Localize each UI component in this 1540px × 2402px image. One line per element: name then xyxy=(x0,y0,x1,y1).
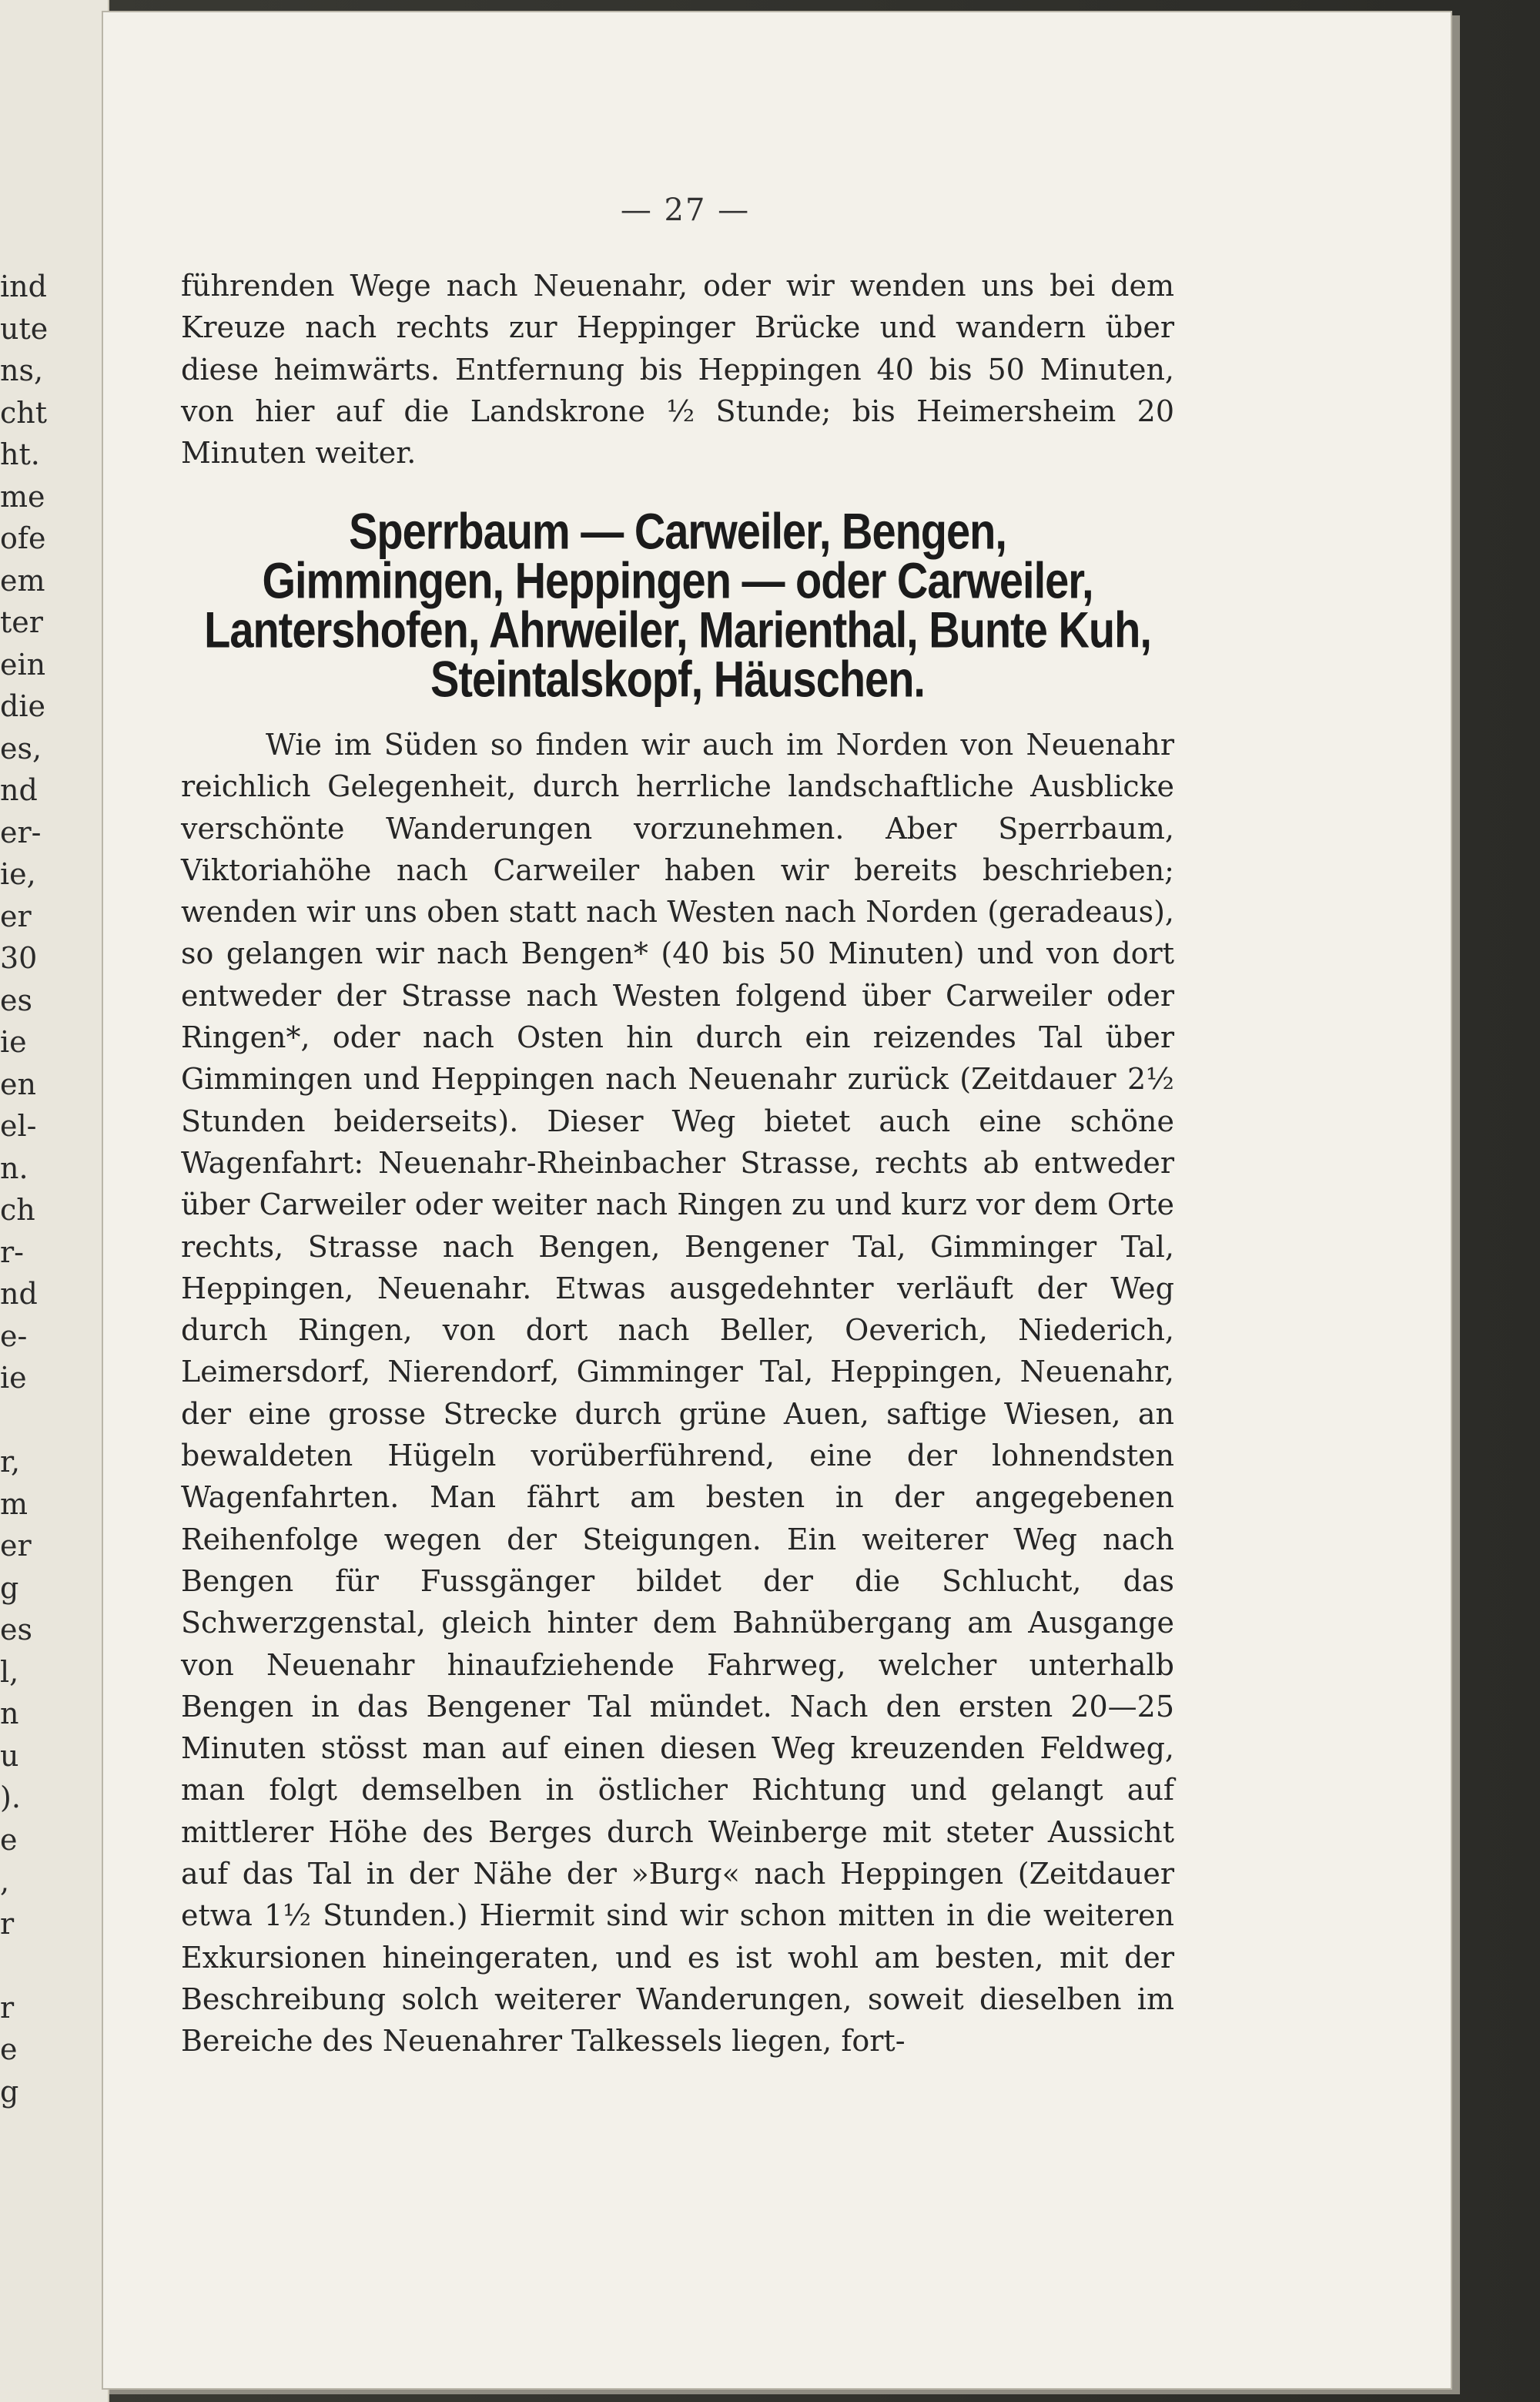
facing-page-fragment: n xyxy=(0,1697,19,1730)
facing-page-fragment: r xyxy=(0,1990,15,2025)
facing-page-fragment: ind xyxy=(0,270,47,303)
facing-page-fragment: el- xyxy=(0,1109,37,1143)
facing-page-fragment: l, xyxy=(0,1654,19,1689)
facing-page-fragment: r, xyxy=(0,1445,21,1479)
facing-page-fragment: ofe xyxy=(0,521,46,555)
intro-paragraph: führenden Wege nach Neuenahr, oder wir wenden uns bei dem Kreuze nach rechts zur Heppinger Brücke und wandern über diese heimwärts. Entfernung bis Heppingen 40 bis 50 Minuten, von hier auf die Landskrone ½ Stunde; bis Heimersheim 20 Minuten weiter. xyxy=(181,269,1174,471)
facing-page-fragment: en xyxy=(0,1067,36,1101)
facing-page-fragment: er- xyxy=(0,815,42,849)
heading-line-3: Lantershofen, Ahrweiler, Marienthal, Bunte Kuh, xyxy=(204,601,1151,658)
facing-page-fragment: m xyxy=(0,1486,28,1521)
facing-page-fragment: 30 xyxy=(0,941,38,975)
facing-page-fragment: es xyxy=(0,1613,32,1647)
facing-page-fragment: e xyxy=(0,2032,18,2066)
facing-page-fragment: n. xyxy=(0,1151,28,1185)
body-paragraph: Wie im Süden so finden wir auch im Norden von Neuenahr reichlich Gelegenheit, durch herrliche landschaftliche Ausblicke verschönte Wanderungen vorzunehmen. Aber Sperrbaum, Viktoriahöhe nach Carweiler haben wir bereits beschrieben; wenden wir uns oben statt nach Westen nach Norden (geradeaus), so gelangen wir nach Bengen* (40 bis 50 Minuten) und von dort entweder der Strasse nach Westen folgend über Carweiler oder Ringen*, oder nach Osten hin durch ein reizendes Tal über Gimmingen und Heppingen nach Neuenahr zurück (Zeitdauer 2½ Stunden beiderseits). Dieser Weg bietet auch eine schöne Wagenfahrt: Neuenahr-Rheinbacher Strasse, rechts ab entweder über Carweiler oder weiter nach Ringen zu und kurz vor dem Orte rechts, Strasse nach Bengen, Bengener Tal, Gimminger Tal, Heppingen, Neuenahr. Etwas ausgedehnter verläuft der Weg durch Ringen, von dort nach Beller, Oeverich, Niederich, Leimersdorf, Nierendorf, Gimminger Tal, Heppingen, Neuenahr, der eine grosse Strecke durch grüne Auen, saftige Wiesen, an bewaldeten Hügeln vorüberführend, eine der lohnendsten Wagenfahrten. Man fährt am besten in der angegebenen Reihenfolge wegen der Steigungen. Ein weiterer Weg nach Bengen für Fussgänger bildet der die Schlucht, das Schwerzgenstal, gleich hinter dem Bahnübergang am Ausgange von Neuenahr hinaufziehende Fahrweg, welcher unterhalb Bengen in das Bengener Tal mündet. Nach den ersten 20—25 Minuten stösst man auf einen diesen Weg kreuzenden Feldweg, man folgt demselben in östlicher Richtung und gelangt auf mittlerer Höhe des Berges durch Weinberge mit steter Aussicht auf das Tal in der Nähe der »Burg« nach Heppingen (Zeitdauer etwa 1½ Stunden.) Hiermit sind wir schon mitten in die weiteren Exkursionen hineingeraten, und es ist wohl am besten, mit der Beschreibung solch weiterer Wanderungen, soweit dieselben im Bereiche des Neuenahrer Talkessels liegen, fort- xyxy=(181,728,1174,2059)
facing-page-fragment: nd xyxy=(0,773,38,807)
facing-page-fragment: u xyxy=(0,1738,19,1773)
facing-page-fragment: ie xyxy=(0,1361,27,1395)
section-heading xyxy=(181,502,1174,708)
facing-page-fragment: ter xyxy=(0,605,43,639)
body-paragraph-block xyxy=(181,724,1174,2062)
facing-page-fragment: em xyxy=(0,563,45,598)
facing-page-fragment: nd xyxy=(0,1277,38,1311)
facing-page-edge xyxy=(0,0,109,2402)
facing-page-fragment: , xyxy=(0,1864,10,1898)
facing-page-fragment: g xyxy=(0,1570,19,1605)
facing-page-fragment: ). xyxy=(0,1781,21,1814)
facing-page-fragment: ie, xyxy=(0,857,36,891)
facing-page-fragment: cht xyxy=(0,395,48,430)
facing-page-fragment: die xyxy=(0,689,45,723)
facing-page-fragment: ch xyxy=(0,1193,35,1227)
facing-page-fragment: es xyxy=(0,983,32,1017)
facing-page-fragment: es, xyxy=(0,731,42,765)
facing-page-fragment: e xyxy=(0,1822,18,1857)
facing-page-fragment: r xyxy=(0,1906,15,1941)
facing-page-fragment: g xyxy=(0,2074,19,2109)
facing-page-fragment: ein xyxy=(0,647,46,682)
facing-page-fragment: er xyxy=(0,1529,32,1563)
facing-page-fragment: r- xyxy=(0,1235,25,1269)
intro-paragraph-block xyxy=(181,265,1174,474)
heading-line-1: Sperrbaum — Carweiler, Bengen, xyxy=(349,502,1006,560)
page-number: — 27 — xyxy=(620,193,751,228)
heading-line-2: Gimmingen, Heppingen — oder Carweiler, xyxy=(262,551,1093,609)
facing-page-fragment: e- xyxy=(0,1318,28,1353)
facing-page-fragment: me xyxy=(0,479,45,514)
heading-line-4: Steintalskopf, Häuschen. xyxy=(430,650,925,708)
facing-page-fragment: er xyxy=(0,899,32,933)
facing-page-fragment: ns, xyxy=(0,353,44,387)
facing-page-fragment: ht. xyxy=(0,437,40,471)
facing-page-fragment: ute xyxy=(0,311,49,346)
facing-page-fragment: ie xyxy=(0,1025,27,1059)
